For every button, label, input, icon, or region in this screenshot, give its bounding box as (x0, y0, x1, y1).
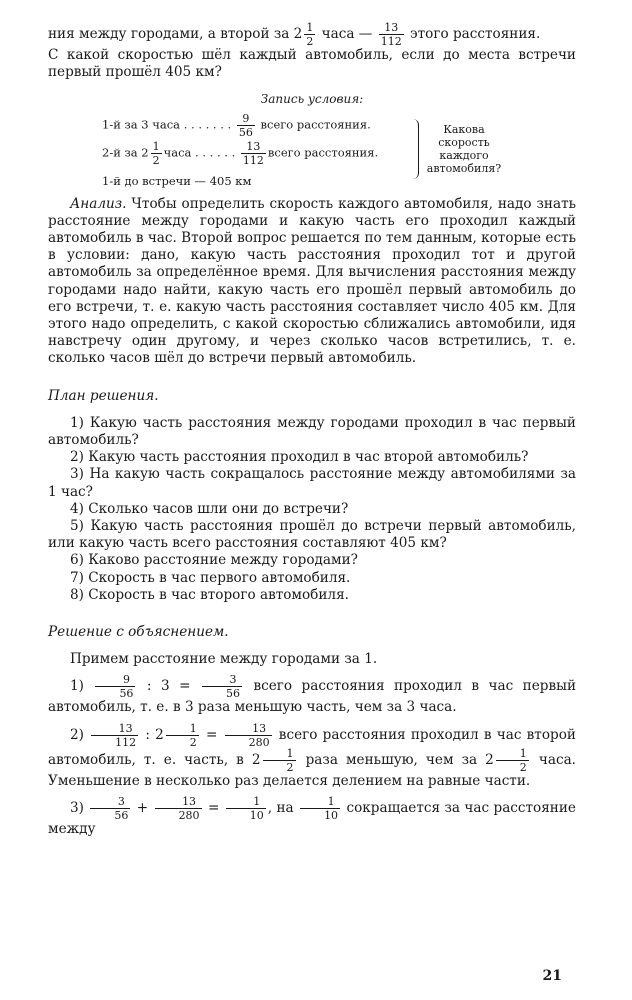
analysis-label: Анализ. (70, 195, 127, 212)
top-line-1 (48, 22, 576, 47)
condition-row-3: 1-й до встречи — 405 км (102, 173, 252, 188)
analysis-paragraph (48, 196, 576, 368)
solution-heading: Решение с объяснением. (48, 624, 229, 641)
text: этого расстояния. (410, 26, 541, 42)
plan-item: 6) Каково расстояние между городами? (70, 552, 358, 569)
condition-block (102, 113, 532, 187)
condition-row-2: 2-й за 2 $\frac{1}{2}$ часа . . . . . . $\frac{13}{112}$ всего расстояния. (102, 139, 379, 167)
page-number: 21 (542, 968, 562, 984)
solution-step-3: 3) $\frac{3}{56}$ + $\frac{13}{280}$ = $\frac{1}{10}$ , на $\frac{1}{10}$ сокращается за час расстояние между (48, 794, 576, 837)
analysis-text: Чтобы определить скорость каждого автомобиля, надо знать расстояние между городами и какую часть его проходил каждый автомобиль в час. Второй вопрос решается по тем данным, которые есть в условии: дано, какую часть расстояния проходил тот и другой автомобиль за определённое время. Для вычисления расстояния между городами надо найти, какую часть его прошёл первый автомобиль до его встречи, т. е. какую часть расстояния составляет число 405 км. Для этого надо определить, с какой скоростью сближались автомобили, идя навстречу один другому, и через сколько часов встретились, т. е. сколько часов шёл до встречи первый автомобиль. (48, 195, 577, 367)
top-line-2: С какой скоростью шёл каждый автомобиль, если до места встречи первый прошёл 405 км? (48, 47, 576, 81)
plan-list (48, 415, 576, 604)
plan-item: 2) Какую часть расстояния проходил в час второй автомобиль? (70, 449, 529, 466)
solution-step-2: 2) $\frac{13}{112}$ : 2 $\frac{1}{2}$ = $\frac{13}{280}$ всего расстояния проходил в час второй автомобиль, т. е. часть, в 2 $\frac{1}{2}$ раза меньшую, чем за 2 $\frac{1}{2}$ часа. Уменьшение в несколько раз делается делением на равные части. (48, 721, 576, 789)
plan-item: 1) Какую часть расстояния между городами проходил в час первый автомобиль? (48, 414, 576, 449)
plan-item: 3) На какую часть сокращалось расстояние между автомобилями за 1 час? (48, 466, 576, 500)
plan-item: 8) Скорость в час второго автомобиля. (70, 586, 349, 603)
plan-item: 4) Сколько часов шли они до встречи? (70, 500, 349, 517)
plan-heading: План решения. (48, 387, 159, 404)
solution-step-1: 1) $\frac{9}{56}$ : 3 = $\frac{3}{56}$ всего расстояния проходил в час первый автомобиль, т. е. в 3 раза меньшую часть, чем за 3 часа. (48, 673, 577, 716)
plan-item: 5) Какую часть расстояния прошёл до встречи первый автомобиль, или какую часть всего расстояния составляют 405 км? (48, 518, 576, 552)
fraction: $\frac{13}{112}$ (380, 21, 402, 48)
plan-item: 7) Скорость в час первого автомобиля. (70, 569, 351, 586)
fraction: $\frac{1}{2}$ (306, 21, 314, 48)
solution-intro: Примем расстояние между городами за 1. (70, 651, 378, 668)
page-content (48, 22, 576, 838)
text: ния между городами, а второй за 2 (48, 26, 303, 42)
brace (412, 119, 419, 179)
condition-title: Запись условия: (260, 92, 364, 107)
text: часа — (321, 26, 373, 42)
condition-row-1: 1-й за 3 часа . . . . . . . $\frac{9}{56}$ всего расстояния. (102, 111, 371, 139)
condition-question: Какова скорость каждого автомобиля? (426, 122, 502, 175)
